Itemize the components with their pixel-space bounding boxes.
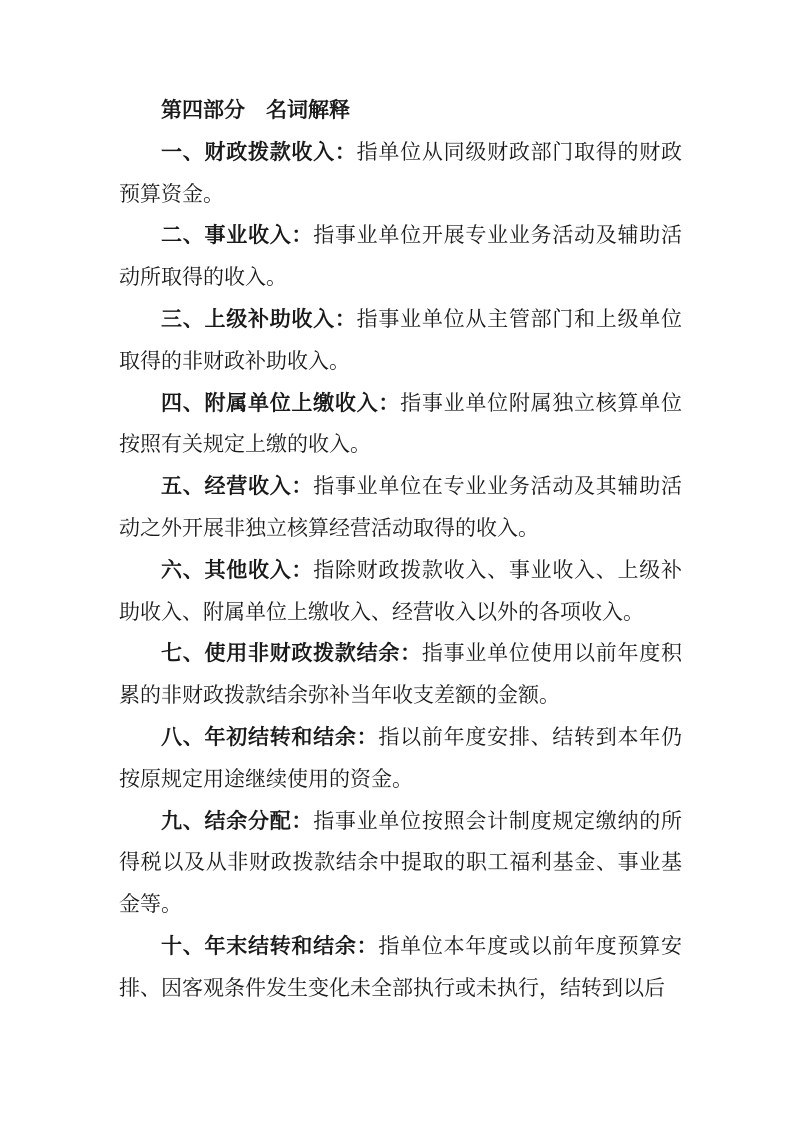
term-definition: 指事业单位按照会计制度规定缴纳的所得税以及从非财政拨款结余中提取的职工福利基金、事业基金等。 [119, 808, 683, 917]
term-label: 六、其他收入： [161, 557, 314, 582]
term-paragraph [119, 550, 682, 634]
term-paragraph [119, 383, 682, 467]
term-paragraph [119, 926, 682, 1010]
term-definition: 指事业单位从主管部门和上级单位取得的非财政补助收入。 [119, 306, 683, 373]
term-paragraph [119, 633, 682, 717]
term-paragraph [119, 215, 682, 299]
term-label: 七、使用非财政拨款结余： [161, 641, 422, 666]
term-definition: 指以前年度安排、结转到本年仍按原规定用途继续使用的资金。 [119, 724, 682, 791]
term-label: 十、年末结转和结余： [161, 933, 379, 958]
term-paragraph [119, 717, 682, 801]
term-paragraph [119, 801, 682, 926]
term-label: 一、财政拨款收入： [161, 139, 357, 164]
term-definition: 指除财政拨款收入、事业收入、上级补助收入、附属单位上缴收入、经营收入以外的各项收入。 [119, 557, 683, 624]
term-definition: 指单位本年度或以前年度预算安排、因客观条件发生变化未全部执行或未执行，结转到以后 [119, 933, 682, 1000]
term-label: 八、年初结转和结余： [161, 724, 379, 749]
term-label: 二、事业收入： [161, 223, 314, 248]
term-label: 九、结余分配： [161, 808, 314, 833]
term-paragraph [119, 299, 682, 383]
document-content [119, 90, 682, 1010]
term-label: 三、上级补助收入： [161, 306, 357, 331]
section-heading: 第四部分 名词解释 [161, 98, 350, 122]
term-definition: 指事业单位附属独立核算单位按照有关规定上缴的收入。 [119, 390, 683, 457]
term-label: 四、附属单位上缴收入： [161, 390, 401, 415]
term-paragraph [119, 466, 682, 550]
term-label: 五、经营收入： [161, 474, 314, 499]
term-definition: 指事业单位开展专业业务活动及辅助活动所取得的收入。 [119, 223, 683, 290]
term-definition: 指事业单位在专业业务活动及其辅助活动之外开展非独立核算经营活动取得的收入。 [119, 474, 683, 540]
term-definition: 指事业单位使用以前年度积累的非财政拨款结余弥补当年收支差额的金额。 [119, 641, 683, 708]
term-definition: 指单位从同级财政部门取得的财政预算资金。 [119, 139, 683, 206]
term-paragraph [119, 132, 682, 216]
